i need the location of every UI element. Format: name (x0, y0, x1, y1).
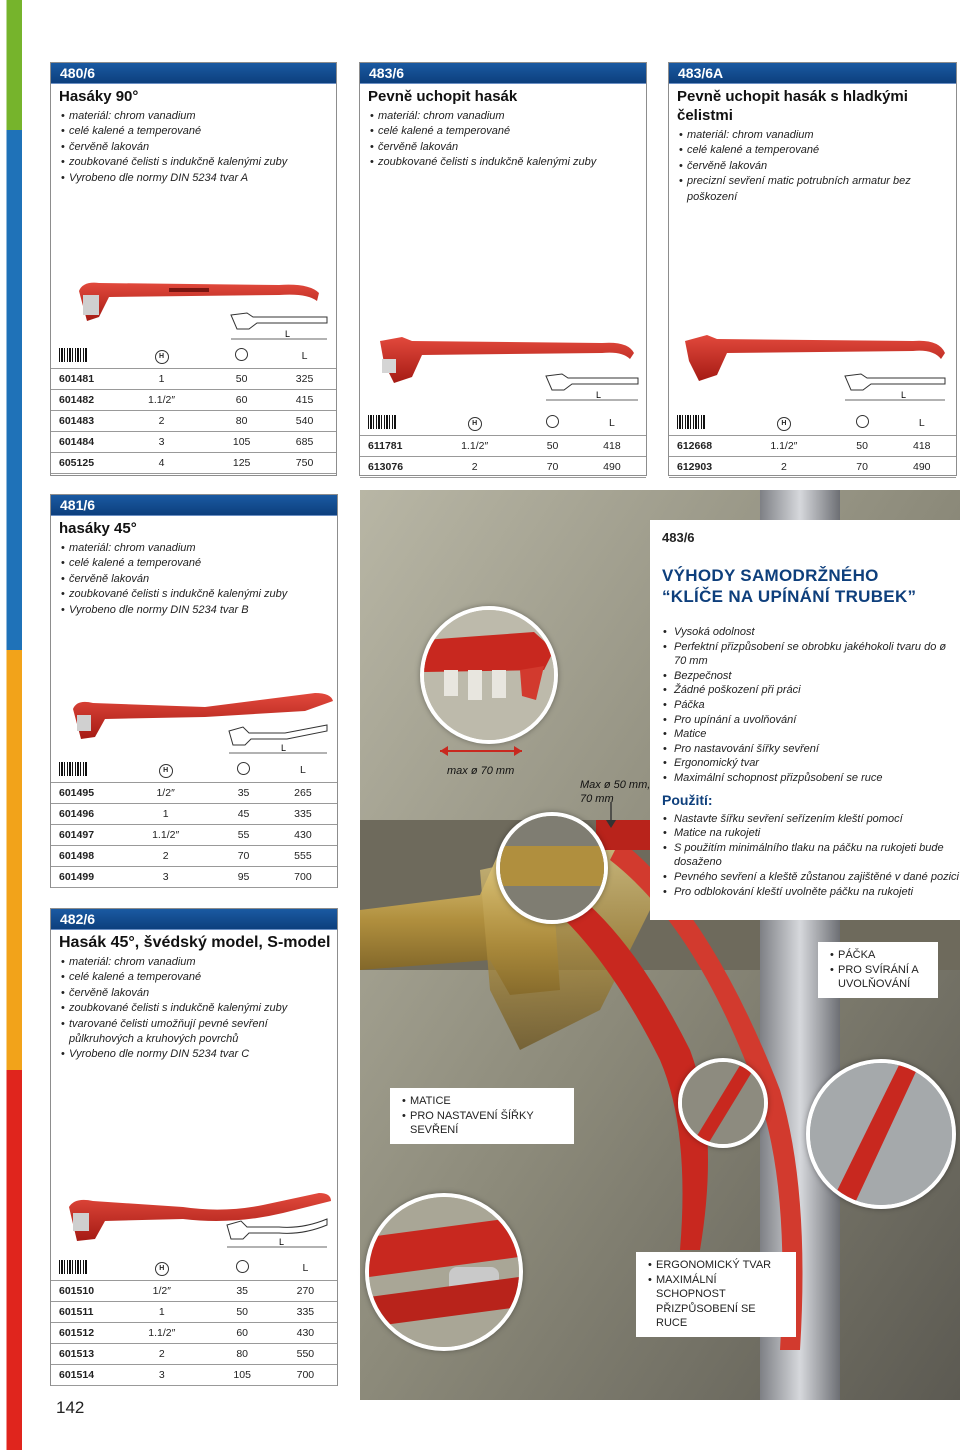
nut-detail-lens (365, 1193, 523, 1351)
feature-item: • celé kalené a temperované (61, 124, 332, 139)
feature-item: • zoubkované čelisti s indukčně kalenými zuby (61, 1001, 333, 1016)
table-row: 601481 1 50 325 (51, 368, 336, 389)
table-row: 613076 2 70 490 (360, 456, 646, 477)
advantages-code: 483/6 (662, 530, 695, 545)
product-panel-481-6 (50, 494, 338, 888)
advantage-item: • Perfektní přizpůsobení se obrobku jakéhokoli tvaru do ø 70 mm (662, 640, 960, 669)
size-table (51, 759, 337, 888)
color-strip-red (0, 1070, 22, 1450)
table-row: 601482 1.1/2″ 60 415 (51, 389, 336, 410)
table-row: 601483 2 80 540 (51, 410, 336, 431)
table-row: 611781 1.1/2″ 50 418 (360, 435, 646, 456)
size-table (360, 412, 646, 478)
max-50-arrow (604, 802, 618, 828)
product-panel-483-6a (668, 62, 957, 476)
feature-list (51, 106, 336, 186)
max-diameter-icon (235, 348, 248, 361)
heading-line: “KLÍČE NA UPÍNÁNÍ TRUBEK” (662, 587, 917, 606)
diagram-label: L (281, 743, 287, 753)
feature-item: • Vyrobeno dle normy DIN 5234 tvar C (61, 1047, 333, 1062)
feature-item: • materiál: chrom vanadium (61, 541, 333, 556)
feature-item: • Vyrobeno dle normy DIN 5234 tvar A (61, 171, 332, 186)
heading-line: VÝHODY SAMODRŽNÉHO (662, 566, 879, 585)
dimension-diagram (841, 370, 951, 406)
table-header-row (51, 1257, 337, 1280)
callout-item: • MATICE (402, 1094, 566, 1109)
max-diameter-icon (546, 415, 559, 428)
product-panel-482-6 (50, 908, 338, 1386)
feature-item: • celé kalené a temperované (370, 124, 642, 139)
barcode-icon (59, 348, 87, 362)
usage-item: • S použitím minimálního tlaku na páčku na rukojeti bude dosaženo (662, 841, 960, 870)
product-panel-483-6 (359, 62, 647, 476)
table-row: 601499 3 95 700 (51, 866, 337, 887)
callout-item: • PRO NASTAVENÍ ŠÍŘKY SEVŘENÍ (402, 1109, 566, 1138)
table-row: 612668 1.1/2″ 50 418 (669, 435, 956, 456)
diagram-label: L (279, 1237, 285, 1247)
callout-item: • PRO SVÍRÁNÍ A UVOLŇOVÁNÍ (830, 963, 930, 992)
feature-item: • materiál: chrom vanadium (370, 109, 642, 124)
length-header: L (273, 345, 336, 368)
callout-item: • PÁČKA (830, 948, 930, 963)
advantage-item: • Pro nastavování šířky sevření (662, 742, 960, 757)
pipe-size-icon: H (159, 764, 173, 778)
color-strip-orange (0, 650, 22, 1070)
advantage-item: • Bezpečnost (662, 669, 960, 684)
lever-callout (818, 942, 938, 998)
advantage-item: • Matice (662, 727, 960, 742)
max-diameter-icon (237, 762, 250, 775)
feature-item: • tvarované čelisti umožňují pevné sevření půlkruhových a kruhových povrchů (61, 1017, 333, 1048)
table-row: 601495 1/2″ 35 265 (51, 782, 337, 803)
table-row: 601512 1.1/2″ 60 430 (51, 1322, 337, 1343)
pipe-size-icon: H (155, 1262, 169, 1276)
usage-list (662, 812, 960, 900)
table-row: 601511 1 50 335 (51, 1301, 337, 1322)
dimension-diagram (225, 723, 333, 759)
table-row: 605125 4 125 750 (51, 452, 336, 473)
page-number: 142 (56, 1398, 85, 1417)
product-title: Pevně uchopit hasák s hladkými čelistmi (677, 88, 908, 124)
usage-item: • Matice na rukojeti (662, 826, 960, 841)
diagram-label: L (901, 390, 907, 400)
table-row: 601510 1/2″ 35 270 (51, 1280, 337, 1301)
usage-title: Použití: (662, 791, 713, 808)
advantage-item: • Páčka (662, 698, 960, 713)
dimension-diagram (223, 1215, 333, 1253)
table-header-row (360, 412, 646, 435)
table-row: 601496 1 45 335 (51, 803, 337, 824)
callout-item: • ERGONOMICKÝ TVAR (648, 1258, 788, 1273)
jaw-detail-lens (420, 606, 558, 744)
ergo-callout (636, 1252, 796, 1337)
feature-item: • červěně lakován (679, 159, 952, 174)
grip-detail-lens (678, 1058, 768, 1148)
advantages-heading (662, 565, 960, 607)
advantage-item: • Ergonomický tvar (662, 756, 960, 771)
advantages-box (650, 520, 960, 920)
max-diameter-icon (856, 415, 869, 428)
feature-item: • materiál: chrom vanadium (61, 955, 333, 970)
table-row: 612903 2 70 490 (669, 456, 956, 477)
feature-item: • zoubkované čelisti s indukčně kalenými zuby (61, 155, 332, 170)
usage-item: • Nastavte šířku sevření seřízením kleští pomocí (662, 812, 960, 827)
product-code: 480/6 (51, 63, 336, 84)
feature-list (669, 125, 956, 205)
barcode-icon (59, 1260, 87, 1274)
feature-item: • zoubkované čelisti s indukčně kalenými zuby (370, 155, 642, 170)
feature-item: • červěně lakován (61, 572, 333, 587)
dimension-diagram (227, 309, 332, 345)
table-header-row (51, 345, 336, 368)
advantage-item: • Vysoká odolnost (662, 625, 960, 640)
table-row: 601497 1.1/2″ 55 430 (51, 824, 337, 845)
feature-list (360, 106, 646, 171)
feature-item: • celé kalené a temperované (61, 556, 333, 571)
dimension-diagram (542, 370, 642, 406)
feature-item: • Vyrobeno dle normy DIN 5234 tvar B (61, 603, 333, 618)
barcode-icon (368, 415, 396, 429)
size-table (669, 412, 956, 478)
length-header: L (888, 412, 956, 435)
pipe-size-icon: H (777, 417, 791, 431)
diagram-label: L (285, 329, 291, 339)
product-code: 483/6 (360, 63, 646, 84)
feature-item: • celé kalené a temperované (61, 970, 333, 985)
max-70-arrow (436, 744, 526, 758)
advantage-item: • Pro upínání a uvolňování (662, 713, 960, 728)
usage-item: • Pro odblokování kleští uvolněte páčku na rukojeti (662, 885, 960, 900)
advantage-item: • Maximální schopnost přizpůsobení se ruce (662, 771, 960, 786)
length-header: L (578, 412, 646, 435)
length-header: L (269, 759, 337, 782)
table-row: 601498 2 70 555 (51, 845, 337, 866)
max-70-note: max ø 70 mm (447, 765, 515, 777)
callout-item: • MAXIMÁLNÍ SCHOPNOST PŘIZPŮSOBENÍ SE RUCE (648, 1273, 788, 1331)
length-header: L (274, 1257, 337, 1280)
advantage-item: • Žádné poškození při práci (662, 683, 960, 698)
feature-list (51, 952, 337, 1063)
feature-item: • červěně lakován (61, 140, 332, 155)
color-strip-green (0, 0, 22, 130)
advantages-list (662, 625, 960, 786)
table-row: 601484 3 105 685 (51, 431, 336, 452)
feature-list (51, 538, 337, 618)
color-strip-blue (0, 130, 22, 650)
feature-item: • červěně lakován (61, 986, 333, 1001)
product-title: Hasák 45°, švédský model, S-model (59, 934, 331, 951)
product-code: 481/6 (51, 495, 337, 516)
max-50-note-line: Max ø 50 mm, (580, 779, 651, 791)
pipe-size-icon: H (468, 417, 482, 431)
lever-detail-lens (806, 1059, 956, 1209)
max-diameter-icon (236, 1260, 249, 1273)
barcode-icon (677, 415, 705, 429)
product-title: hasáky 45° (59, 520, 137, 537)
product-panel-480-6 (50, 62, 337, 476)
feature-item: • precizní sevření matic potrubních armatur bez poškození (679, 174, 952, 205)
size-table (51, 345, 336, 474)
diagram-label: L (596, 390, 602, 400)
max-50-note-line: 70 mm (580, 793, 614, 805)
product-title: Hasáky 90° (59, 88, 139, 105)
product-code: 483/6A (669, 63, 956, 84)
table-row: 601514 3 105 700 (51, 1364, 337, 1385)
feature-item: • červěně lakován (370, 140, 642, 155)
feature-item: • zoubkované čelisti s indukčně kalenými zuby (61, 587, 333, 602)
nut-callout (390, 1088, 574, 1144)
table-header-row (51, 759, 337, 782)
usage-item: • Pevného sevření a kleště zůstanou zajištěné v dané pozici (662, 870, 960, 885)
pipe-size-icon: H (155, 350, 169, 364)
size-table (51, 1257, 337, 1386)
table-row: 601513 2 80 550 (51, 1343, 337, 1364)
product-title: Pevně uchopit hasák (368, 88, 518, 105)
feature-item: • celé kalené a temperované (679, 143, 952, 158)
barcode-icon (59, 762, 87, 776)
feature-item: • materiál: chrom vanadium (61, 109, 332, 124)
feature-item: • materiál: chrom vanadium (679, 128, 952, 143)
pipe-detail-lens (496, 812, 608, 924)
table-header-row (669, 412, 956, 435)
product-code: 482/6 (51, 909, 337, 930)
